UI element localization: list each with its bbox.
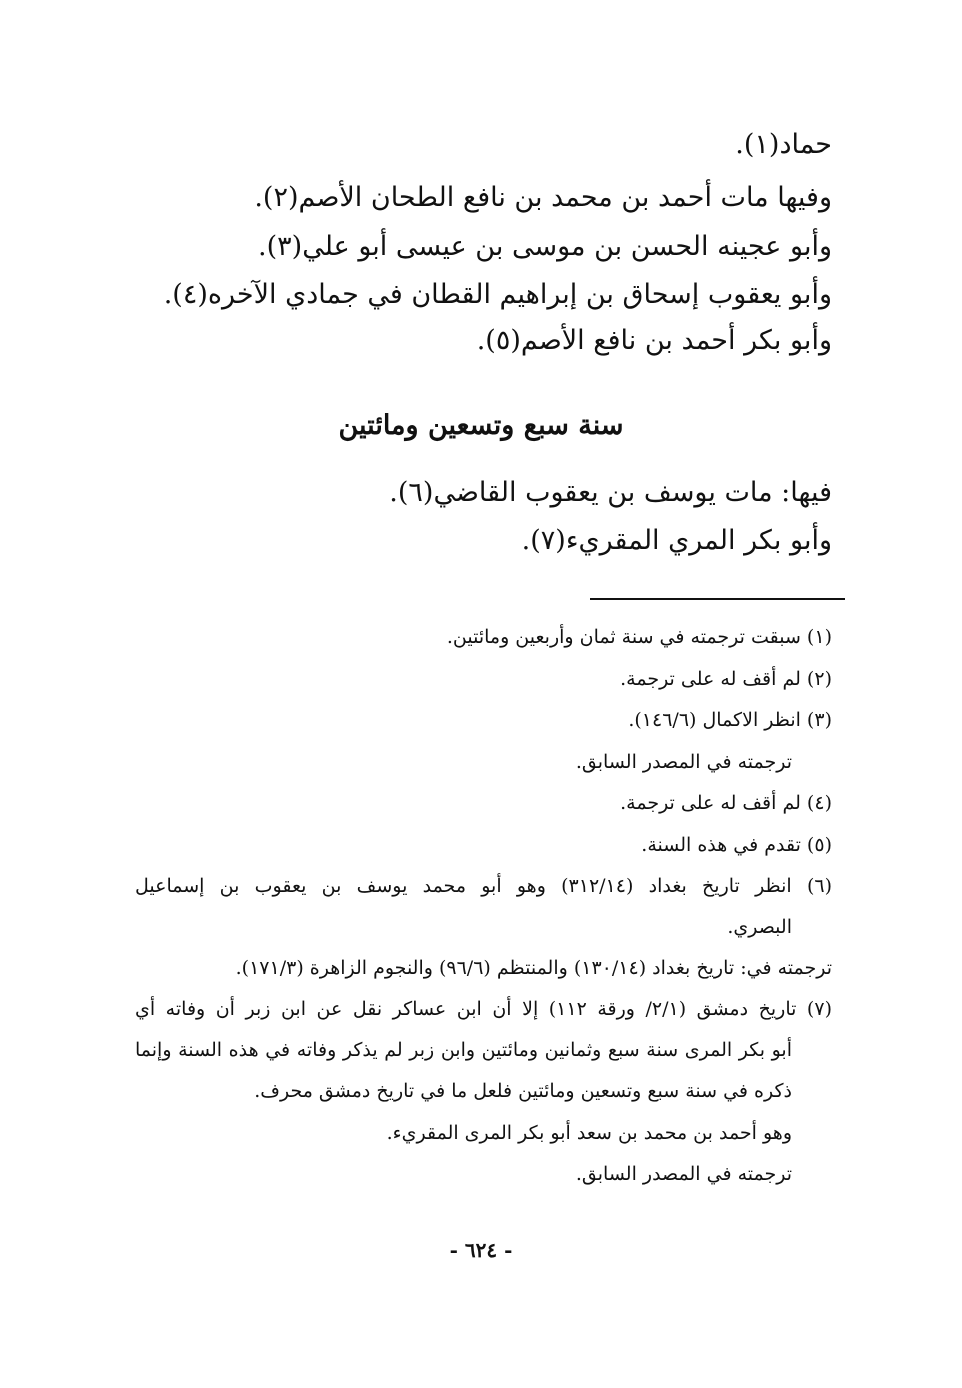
main-line-5: وأبو بكر أحمد بن نافع الأصم(٥). — [476, 325, 832, 356]
footnote-7-line-3: ذكره في سنة سبع وتسعين ومائتين فلعل ما في تاريخ دمشق محرف. — [254, 1080, 792, 1102]
section-line-2: وأبو بكر المري المقريء(٧). — [521, 525, 832, 556]
footnote-7: (٧) تاريخ دمشق (٢/١/ ورقة ١١٢) إلا أن ابن عساكر نقل عن ابن زبر أن وفاته أي — [135, 998, 832, 1020]
main-line-2: وفيها مات أحمد بن محمد بن نافع الطحان الأصم(٢). — [254, 182, 832, 213]
footnote-5: (٥) تقدم في هذه السنة. — [641, 834, 832, 856]
footnote-6: (٦) انظر تاريخ بغداد (٣١٢/١٤) وهو أبو محمد يوسف بن يعقوب بن إسماعيل — [135, 875, 833, 897]
footnote-3: (٣) انظر الاكمال (١٤٦/٦). — [628, 709, 832, 731]
footnote-6-continued: البصري. — [727, 916, 792, 938]
page-number: - ٦٢٤ - — [449, 1238, 513, 1262]
footnote-7-line-4: وهو أحمد بن محمد بن سعد أبو بكر المرى المقريء. — [386, 1122, 792, 1144]
footnote-2: (٢) لم أقف له على ترجمة. — [620, 668, 832, 690]
footnote-1: (١) سبقت ترجمته في سنة ثمان وأربعين ومائتين. — [446, 626, 832, 648]
main-line-1: حماد(١). — [735, 129, 832, 160]
footnote-separator — [590, 598, 845, 600]
footnote-4: (٤) لم أقف له على ترجمة. — [620, 792, 832, 814]
footnote-6-sources: ترجمته في: تاريخ بغداد (١٣٠/١٤) والمنتظم (٩٦/٦) والنجوم الزاهرة (١٧١/٣). — [235, 957, 832, 979]
footnote-7-line-2: أبو بكر المرى سنة سبع وثمانين ومائتين وابن زبر لم يذكر وفاته في هذه السنة وإنما — [135, 1039, 792, 1061]
main-line-3: وأبو عجينه الحسن بن موسى بن عيسى أبو علي(٣). — [258, 231, 832, 262]
section-line-1: فيها: مات يوسف بن يعقوب القاضي(٦). — [389, 477, 832, 508]
footnote-7-line-5: ترجمته في المصدر السابق. — [575, 1163, 792, 1185]
footnote-3-continued: ترجمته في المصدر السابق. — [575, 751, 792, 773]
main-line-4: وأبو يعقوب إسحاق بن إبراهيم القطان في جمادي الآخره(٤). — [163, 279, 832, 310]
section-heading: سنة سبع وتسعين ومائتين — [338, 410, 624, 441]
